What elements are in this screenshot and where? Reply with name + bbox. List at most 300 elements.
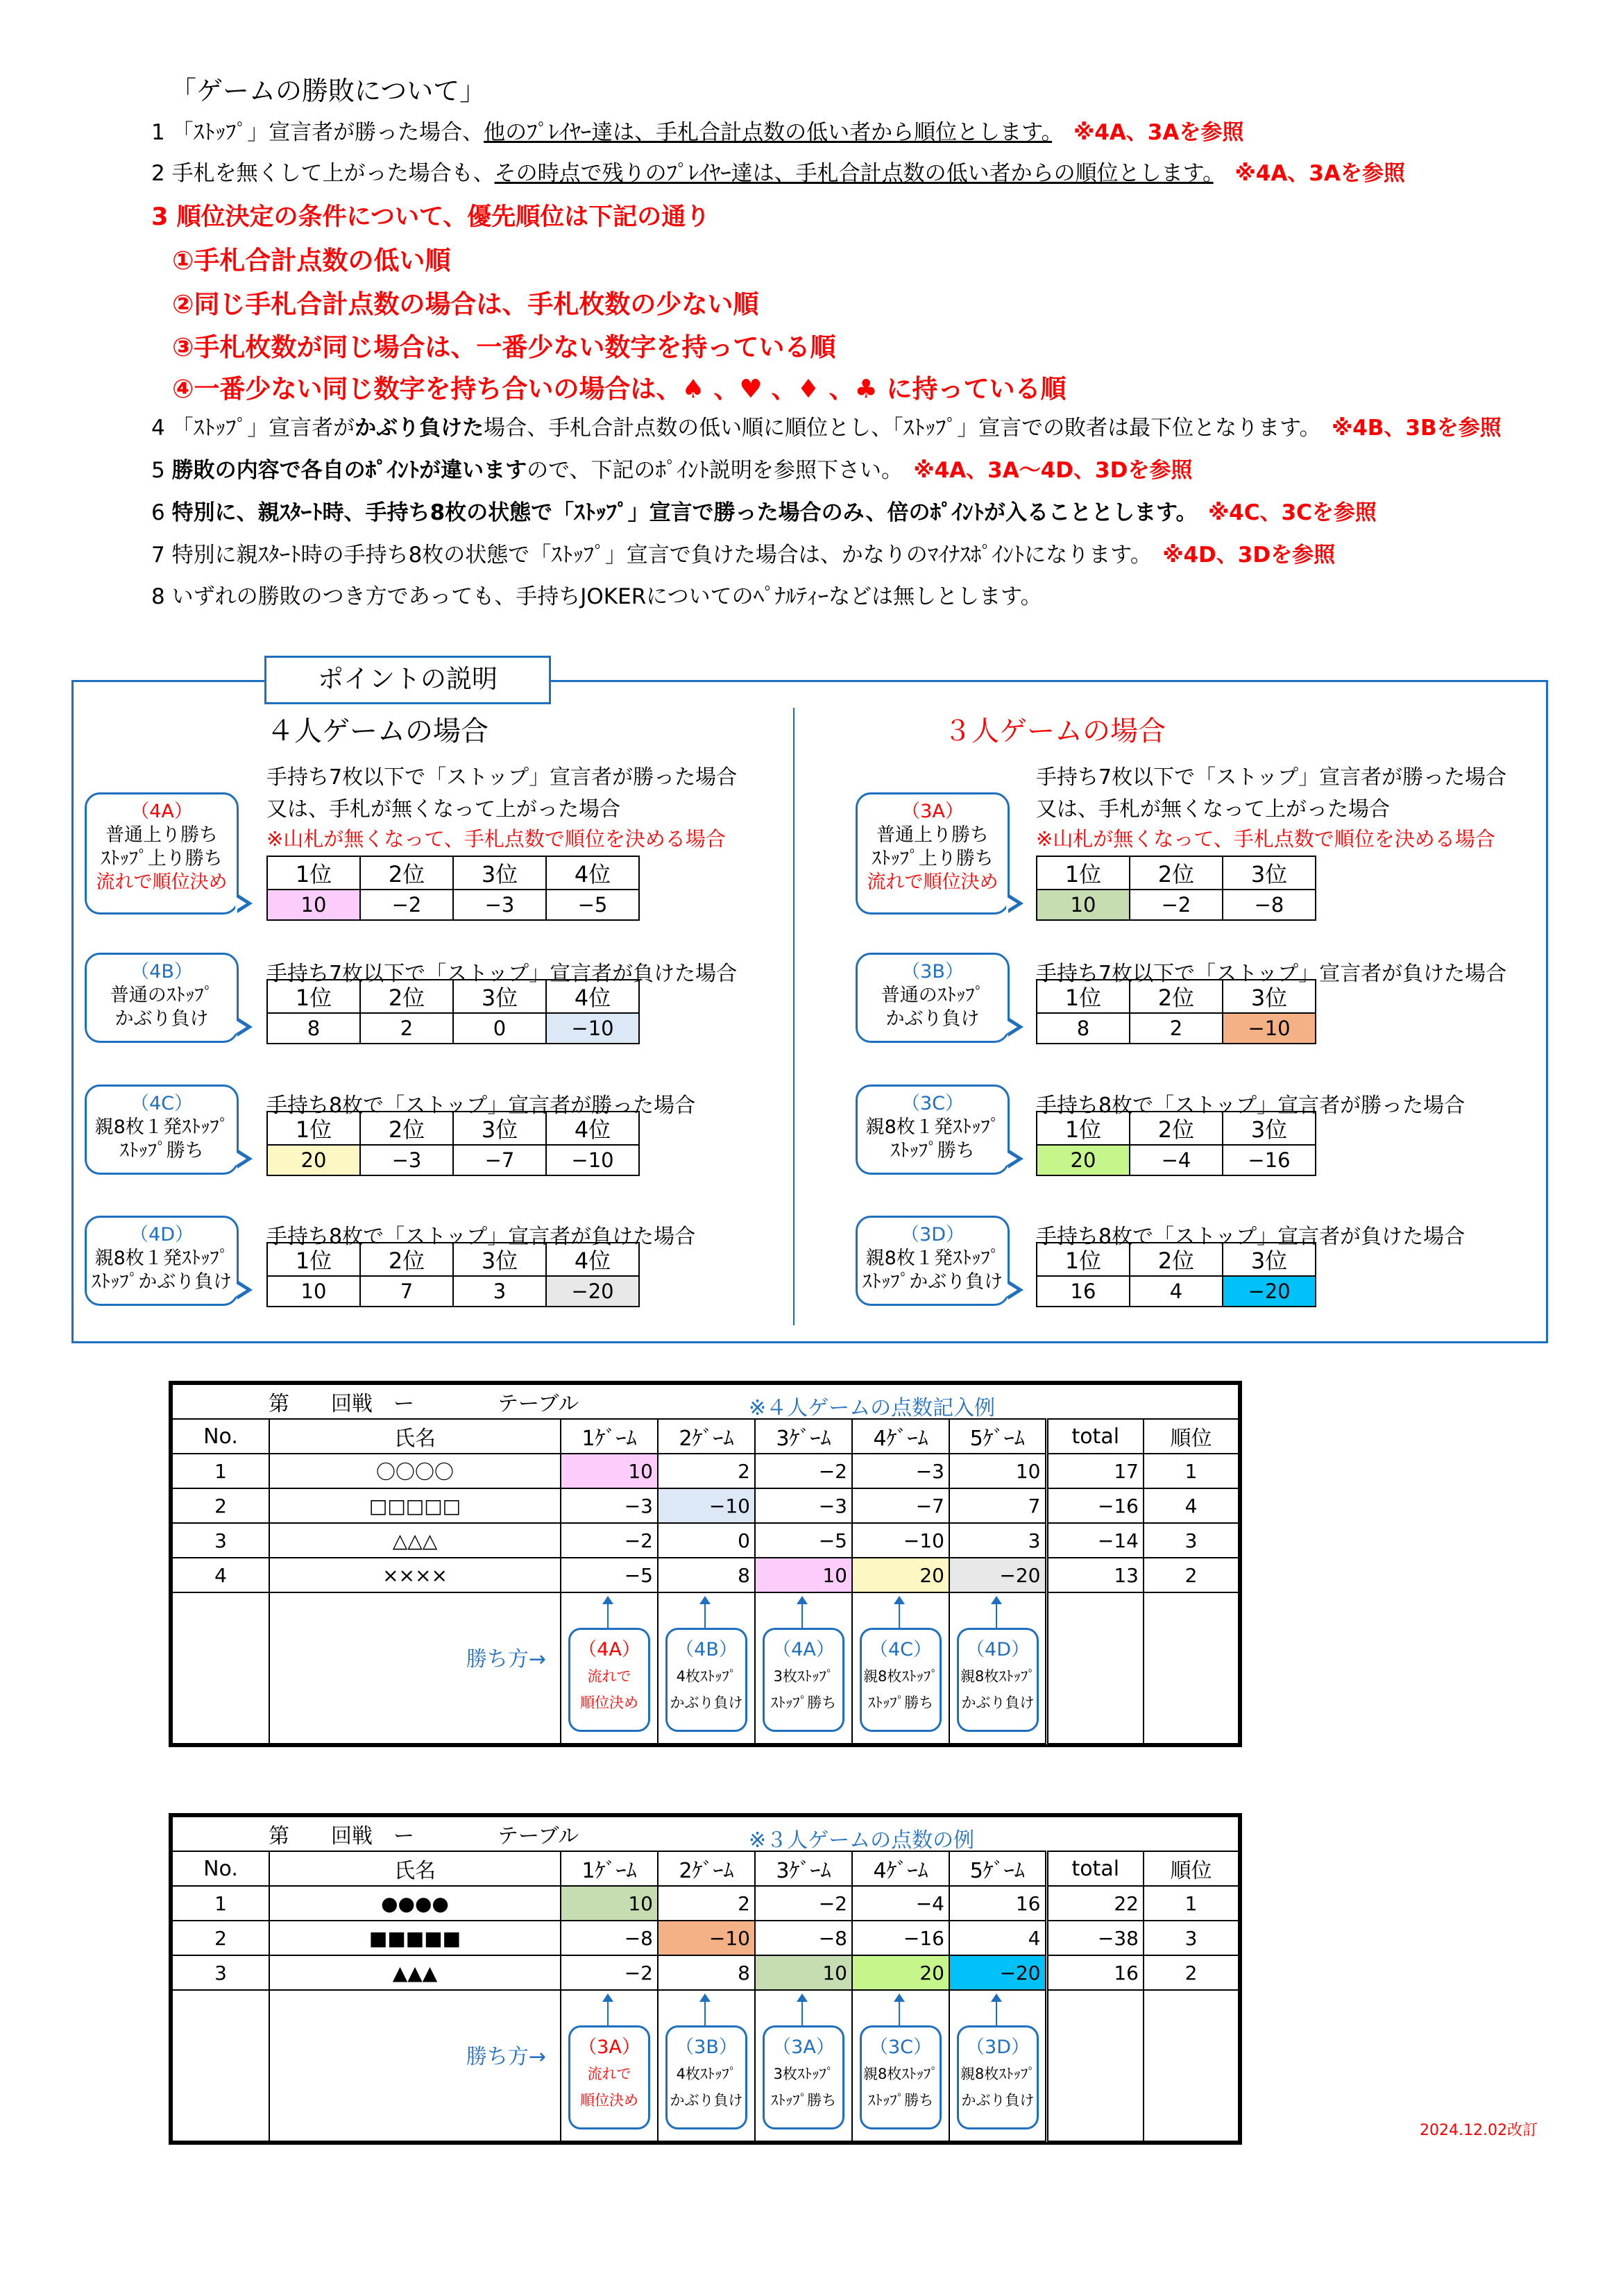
four-case-label: 又は、手札が無くなって上がった場合	[266, 797, 620, 822]
rank-header: 1位	[1037, 980, 1130, 1013]
game-score: −20	[949, 1955, 1046, 1990]
win-desc: 親8枚ｽﾄｯﾌﾟ	[863, 1668, 938, 1685]
rank-header: 2位	[360, 856, 453, 890]
bubble-tail	[1008, 1017, 1023, 1037]
row-number: 3	[172, 1955, 269, 1990]
rank-header: 1位	[1037, 1243, 1130, 1276]
rank-header: 1位	[267, 1243, 360, 1276]
rank-header: 3位	[1223, 856, 1316, 890]
case-desc: 普通上り勝ち	[876, 824, 989, 846]
points-value: −10	[1223, 1013, 1316, 1044]
win-desc: ｽﾄｯﾌﾟ勝ち	[867, 2092, 934, 2109]
win-method-bubble	[957, 1628, 1039, 1732]
points-value: −8	[1223, 890, 1316, 920]
rule-text: 「ｽﾄｯﾌﾟ」宣言者が	[171, 416, 355, 441]
game-score: −20	[949, 1558, 1046, 1592]
player-name: □□□□□	[269, 1488, 561, 1523]
column-header: No.	[172, 1851, 269, 1886]
column-header: 5ｹﾞｰﾑ	[949, 1419, 1046, 1454]
case-desc: 普通上り勝ち	[105, 824, 218, 846]
four-case-bubble	[85, 792, 239, 915]
win-method-bubble	[568, 1628, 650, 1732]
three-case-label: 手持ち8枚で「ストップ」宣言者が負けた場合	[1036, 1225, 1465, 1249]
win-desc: 流れで	[587, 2066, 631, 2082]
win-method-bubble	[665, 1628, 747, 1732]
win-desc: かぶり負け	[961, 1694, 1035, 1711]
points-value: 10	[267, 890, 360, 920]
game-score: −2	[561, 1955, 658, 1990]
game-score: −8	[561, 1921, 658, 1955]
case-desc: かぶり負け	[885, 1008, 980, 1030]
points-value: 10	[267, 1276, 360, 1307]
column-header: total	[1046, 1851, 1144, 1886]
rank: 1	[1144, 1454, 1239, 1488]
three-points-table	[1036, 856, 1316, 921]
rank-header: 1位	[1037, 1112, 1130, 1145]
win-desc: 順位決め	[580, 1694, 638, 1711]
points-value: 10	[1037, 890, 1130, 920]
rule-2	[151, 155, 1405, 187]
points-value: 8	[267, 1013, 360, 1044]
rule-4	[151, 410, 1502, 441]
game-score: 10	[561, 1454, 658, 1488]
win-method-bubble	[763, 2025, 844, 2129]
case-desc: 普通のｽﾄｯﾌﾟ	[881, 985, 985, 1006]
case-desc: ｽﾄｯﾌﾟかぶり負け	[862, 1271, 1003, 1293]
points-row	[267, 890, 639, 920]
win-method-cell	[755, 1592, 852, 1744]
rank-header: 4位	[546, 856, 639, 890]
rule-number: 8	[151, 584, 172, 609]
table-row	[172, 1488, 1239, 1523]
case-code: （4D）	[130, 1224, 194, 1245]
rule-number: 5	[151, 458, 172, 483]
win-code: （4C）	[869, 1639, 933, 1660]
points-divider	[793, 708, 794, 1325]
arrow-icon	[801, 1603, 803, 1628]
bubble-tail	[1008, 894, 1023, 913]
game-score: −16	[852, 1921, 949, 1955]
score-table-1	[169, 1381, 1242, 1747]
points-row	[267, 1276, 639, 1307]
four-points-table	[266, 1111, 640, 1176]
condition-1: ①手札合計点数の低い順	[172, 246, 451, 275]
table-row	[172, 1454, 1239, 1488]
points-value: 20	[1037, 1145, 1130, 1175]
case-desc: ｽﾄｯﾌﾟ勝ち	[890, 1140, 975, 1162]
win-method-cell	[561, 1592, 658, 1744]
four-case-bubble	[85, 1216, 239, 1306]
rank-header: 3位	[1223, 1112, 1316, 1145]
rule-text: その時点で残りのﾌﾟﾚｲﾔｰ達は、手札合計点数の低い者からの順位とします。	[494, 161, 1214, 186]
game-score: −5	[755, 1523, 852, 1558]
rank-header-row	[1037, 1243, 1316, 1276]
case-desc: 流れで順位決め	[96, 871, 228, 893]
game-score: −4	[852, 1886, 949, 1921]
points-row	[1037, 1013, 1316, 1044]
case-desc: ｽﾄｯﾌﾟ勝ち	[119, 1140, 204, 1162]
win-method-row	[172, 1592, 1239, 1744]
rule-reference: ※4A、3A～4D、3Dを参照	[892, 458, 1193, 483]
points-value: 7	[360, 1276, 453, 1307]
three-case-bubble	[856, 792, 1010, 915]
rule-reference: ※4A、3Aを参照	[1052, 120, 1244, 145]
score-table-2	[169, 1813, 1242, 2145]
case-code: （3C）	[901, 1093, 965, 1114]
win-code: （4B）	[675, 1639, 738, 1660]
rule-number: 7	[151, 543, 172, 568]
rank-header: 2位	[360, 980, 453, 1013]
column-header: 3ｹﾞｰﾑ	[755, 1419, 852, 1454]
three-case-bubble	[856, 1216, 1010, 1306]
win-method-cell	[852, 1592, 949, 1744]
column-header: 3ｹﾞｰﾑ	[755, 1851, 852, 1886]
game-score: −3	[755, 1488, 852, 1523]
rank-header: 3位	[453, 1112, 546, 1145]
win-code: （3B）	[675, 2036, 738, 2058]
rank-header-row	[1037, 980, 1316, 1013]
example-title: ※４人ゲームの点数記入例	[749, 1396, 996, 1420]
case-code: （4A）	[130, 801, 193, 822]
bubble-tail	[1008, 1149, 1023, 1168]
points-value: 0	[453, 1013, 546, 1044]
game-score: 2	[658, 1886, 755, 1921]
rule-text: 他のﾌﾟﾚｲﾔｰ達は、手札合計点数の低い者から順位とします。	[484, 120, 1053, 145]
rule-text: 順位決定の条件について、優先順位は下記の通り	[176, 203, 711, 231]
rank: 1	[1144, 1886, 1239, 1921]
three-case-note: ※山札が無くなって、手札点数で順位を決める場合	[1036, 827, 1495, 851]
points-value: −3	[360, 1145, 453, 1175]
win-label-cell	[269, 1592, 561, 1744]
three-case-label: 手持ち7枚以下で「ストップ」宣言者が負けた場合	[1036, 962, 1507, 986]
game-score: 0	[658, 1523, 755, 1558]
total-score: 16	[1046, 1955, 1144, 1990]
rank: 2	[1144, 1955, 1239, 1990]
rule-text: 特別に、親ｽﾀｰﾄ時、手持ち8枚の状態で「ｽﾄｯﾌﾟ」宣言で勝った場合のみ、倍のﾎﾟｲﾝﾄが入ることとします。	[171, 500, 1187, 525]
rule-number: 2	[151, 161, 172, 186]
row-number: 4	[172, 1558, 269, 1592]
win-desc: かぶり負け	[961, 2092, 1035, 2109]
points-value: −10	[546, 1145, 639, 1175]
game-score: −10	[658, 1488, 755, 1523]
points-value: −4	[1130, 1145, 1223, 1175]
rank: 2	[1144, 1558, 1239, 1592]
points-value: −20	[1223, 1276, 1316, 1307]
bubble-tail	[237, 1017, 253, 1037]
four-case-bubble	[85, 1085, 239, 1175]
win-method-row	[172, 1990, 1239, 2141]
win-label: 勝ち方→	[466, 2045, 546, 2069]
column-header: 5ｹﾞｰﾑ	[949, 1851, 1046, 1886]
rule-reference: ※4A、3Aを参照	[1213, 161, 1405, 186]
game-score: −7	[852, 1488, 949, 1523]
rule-reference: ※4D、3Dを参照	[1141, 543, 1336, 568]
win-method-cell	[658, 1592, 755, 1744]
player-name: ××××	[269, 1558, 561, 1592]
blank-cell	[1046, 1592, 1144, 1744]
total-score: −38	[1046, 1921, 1144, 1955]
four-case-bubble	[85, 953, 239, 1043]
example-title: ※３人ゲームの点数の例	[749, 1828, 975, 1853]
column-header: 1ｹﾞｰﾑ	[561, 1419, 658, 1454]
arrow-icon	[704, 2000, 706, 2025]
case-code: （3D）	[901, 1224, 965, 1245]
four-points-table	[266, 856, 640, 921]
win-method-cell	[755, 1990, 852, 2141]
case-desc: かぶり負け	[114, 1008, 209, 1030]
column-header: total	[1046, 1419, 1144, 1454]
rank-header: 2位	[1130, 1243, 1223, 1276]
win-code: （3C）	[869, 2036, 933, 2058]
four-player-title: ４人ゲームの場合	[266, 715, 488, 747]
rank: 3	[1144, 1921, 1239, 1955]
condition-4: ④一番少ない同じ数字を持ち合いの場合は、♠ 、♥ 、♦ 、♣ に持っている順	[172, 374, 1067, 404]
case-code: （4C）	[130, 1093, 194, 1114]
win-desc: 順位決め	[580, 2092, 638, 2109]
win-desc: 4枚ｽﾄｯﾌﾟ	[676, 2066, 737, 2082]
win-method-cell	[949, 1592, 1046, 1744]
game-score: 10	[949, 1454, 1046, 1488]
win-method-bubble	[763, 1628, 844, 1732]
rank-header: 3位	[453, 856, 546, 890]
three-case-bubble	[856, 1085, 1010, 1175]
game-score: 7	[949, 1488, 1046, 1523]
column-header: 4ｹﾞｰﾑ	[852, 1419, 949, 1454]
points-row	[1037, 1145, 1316, 1175]
win-code: （3A）	[578, 2036, 640, 2058]
game-score: 4	[949, 1921, 1046, 1955]
three-case-label: 又は、手札が無くなって上がった場合	[1036, 797, 1390, 822]
four-points-table	[266, 979, 640, 1044]
game-score: −2	[755, 1454, 852, 1488]
rank-header-row	[1037, 1112, 1316, 1145]
points-value: −10	[546, 1013, 639, 1044]
rank: 4	[1144, 1488, 1239, 1523]
rank-header: 2位	[360, 1243, 453, 1276]
case-desc: 親8枚１発ｽﾄｯﾌﾟ	[865, 1116, 1000, 1138]
player-name: ●●●●	[269, 1886, 561, 1921]
points-value: −5	[546, 890, 639, 920]
total-score: −16	[1046, 1488, 1144, 1523]
round-cell	[172, 1817, 1239, 1851]
round-label: 第 回戦 ー テーブル	[269, 1824, 579, 1848]
arrow-icon	[899, 2000, 900, 2025]
three-player-title: ３人ゲームの場合	[944, 715, 1166, 747]
arrow-icon	[607, 1603, 609, 1628]
rule-number: 3	[151, 203, 177, 231]
column-header-row	[172, 1419, 1239, 1454]
points-row	[1037, 1276, 1316, 1307]
blank-cell	[172, 1592, 269, 1744]
win-desc: ｽﾄｯﾌﾟ勝ち	[867, 1694, 934, 1711]
game-score: 2	[658, 1454, 755, 1488]
rule-text: 「ｽﾄｯﾌﾟ」宣言者が勝った場合、	[171, 120, 484, 145]
rank-header: 2位	[360, 1112, 453, 1145]
rank-header: 1位	[267, 856, 360, 890]
row-number: 2	[172, 1921, 269, 1955]
round-row	[172, 1384, 1239, 1419]
win-method-bubble	[860, 1628, 942, 1732]
points-value: −16	[1223, 1145, 1316, 1175]
column-header: 1ｹﾞｰﾑ	[561, 1851, 658, 1886]
game-score: −2	[755, 1886, 852, 1921]
case-desc: ｽﾄｯﾌﾟ上り勝ち	[101, 848, 223, 869]
three-case-bubble	[856, 953, 1010, 1043]
page-title: 「ゲームの勝敗について」	[170, 76, 486, 106]
four-case-label: 手持ち7枚以下で「ストップ」宣言者が負けた場合	[266, 962, 738, 986]
column-header: 氏名	[269, 1419, 561, 1454]
win-method-cell	[852, 1990, 949, 2141]
win-desc: 3枚ｽﾄｯﾌﾟ	[773, 2066, 834, 2082]
game-score: 20	[852, 1558, 949, 1592]
rule-number: 6	[151, 500, 172, 525]
game-score: 16	[949, 1886, 1046, 1921]
points-value: −2	[360, 890, 453, 920]
rule-reference: ※4B、3Bを参照	[1310, 416, 1502, 441]
rule-7	[151, 537, 1335, 568]
win-method-bubble	[568, 2025, 650, 2129]
win-desc: 4枚ｽﾄｯﾌﾟ	[676, 1668, 737, 1685]
blank-cell	[172, 1990, 269, 2141]
win-code: （3D）	[966, 2036, 1030, 2058]
column-header: No.	[172, 1419, 269, 1454]
win-desc: 3枚ｽﾄｯﾌﾟ	[773, 1668, 834, 1685]
rule-number: 1	[151, 120, 172, 145]
win-desc: かぶり負け	[670, 2092, 743, 2109]
blank-cell	[1144, 1592, 1239, 1744]
game-score: 20	[852, 1955, 949, 1990]
player-name: ▲▲▲	[269, 1955, 561, 1990]
round-row	[172, 1817, 1239, 1851]
revision-date: 2024.12.02改訂	[1420, 2122, 1538, 2139]
score-grid	[171, 1816, 1239, 2142]
round-cell	[172, 1384, 1239, 1419]
rank-header: 4位	[546, 980, 639, 1013]
rule-number: 4	[151, 416, 172, 441]
case-code: （3B）	[901, 961, 964, 983]
rule-reference: ※4C、3Cを参照	[1187, 500, 1377, 525]
points-value: −3	[453, 890, 546, 920]
rank-header: 3位	[453, 980, 546, 1013]
win-method-cell	[561, 1990, 658, 2141]
rank-header: 3位	[453, 1243, 546, 1276]
bubble-tail	[237, 1149, 253, 1168]
case-desc: 親8枚１発ｽﾄｯﾌﾟ	[94, 1248, 229, 1269]
win-code: （3A）	[772, 2036, 835, 2058]
win-desc: かぶり負け	[670, 1694, 743, 1711]
table-row	[172, 1558, 1239, 1592]
points-value: 2	[360, 1013, 453, 1044]
rank-header: 4位	[546, 1112, 639, 1145]
four-case-note: ※山札が無くなって、手札点数で順位を決める場合	[266, 827, 726, 851]
rank-header-row	[267, 1243, 639, 1276]
column-header: 順位	[1144, 1851, 1239, 1886]
win-desc: 親8枚ｽﾄｯﾌﾟ	[960, 2066, 1035, 2082]
column-header: 2ｹﾞｰﾑ	[658, 1851, 755, 1886]
bubble-tail	[237, 1280, 253, 1300]
column-header: 4ｹﾞｰﾑ	[852, 1851, 949, 1886]
rank-header-row	[267, 856, 639, 890]
column-header: 氏名	[269, 1851, 561, 1886]
rank-header: 1位	[1037, 856, 1130, 890]
game-score: 8	[658, 1558, 755, 1592]
rule-6	[151, 495, 1377, 526]
win-desc: 親8枚ｽﾄｯﾌﾟ	[863, 2066, 938, 2082]
points-value: 8	[1037, 1013, 1130, 1044]
win-code: （4A）	[772, 1639, 835, 1660]
points-value: 16	[1037, 1276, 1130, 1307]
three-points-table	[1036, 1242, 1316, 1307]
game-score: −3	[852, 1454, 949, 1488]
points-value: −20	[546, 1276, 639, 1307]
rule-text: ので、下記のﾎﾟｲﾝﾄ説明を参照下さい。	[527, 458, 892, 483]
game-score: −5	[561, 1558, 658, 1592]
rank-header-row	[267, 980, 639, 1013]
player-name: 〇〇〇〇	[269, 1454, 561, 1488]
case-code: （4B）	[130, 961, 193, 983]
blank-cell	[1144, 1990, 1239, 2141]
rank-header: 1位	[267, 1112, 360, 1145]
four-case-label: 手持ち8枚で「ストップ」宣言者が負けた場合	[266, 1225, 696, 1249]
rule-text: 場合、手札合計点数の低い順に順位とし、「ｽﾄｯﾌﾟ」宣言での敗者は最下位となります。	[484, 416, 1311, 441]
score-grid	[171, 1384, 1239, 1744]
rule-text: かぶり負けた	[355, 416, 484, 441]
four-case-label: 手持ち8枚で「ストップ」宣言者が勝った場合	[266, 1094, 696, 1118]
win-desc: 流れで	[587, 1668, 631, 1685]
arrow-icon	[801, 2000, 803, 2025]
win-label: 勝ち方→	[466, 1647, 546, 1672]
case-desc: 流れで順位決め	[867, 871, 999, 893]
rank-header: 2位	[1130, 980, 1223, 1013]
row-number: 1	[172, 1454, 269, 1488]
three-case-label: 手持ち8枚で「ストップ」宣言者が勝った場合	[1036, 1094, 1465, 1118]
total-score: 13	[1046, 1558, 1144, 1592]
total-score: 17	[1046, 1454, 1144, 1488]
table-row	[172, 1921, 1239, 1955]
win-method-cell	[658, 1990, 755, 2141]
game-score: −8	[755, 1921, 852, 1955]
round-label: 第 回戦 ー テーブル	[269, 1392, 579, 1416]
game-score: −2	[561, 1523, 658, 1558]
table-row	[172, 1523, 1239, 1558]
win-code: （4D）	[966, 1639, 1030, 1660]
row-number: 3	[172, 1523, 269, 1558]
rank-header: 2位	[1130, 1112, 1223, 1145]
rule-8	[151, 579, 1042, 610]
points-value: −7	[453, 1145, 546, 1175]
case-desc: 親8枚１発ｽﾄｯﾌﾟ	[865, 1248, 1000, 1269]
game-score: 10	[561, 1886, 658, 1921]
points-row	[267, 1013, 639, 1044]
game-score: 10	[755, 1955, 852, 1990]
total-score: −14	[1046, 1523, 1144, 1558]
rule-1	[151, 114, 1243, 146]
game-score: −3	[561, 1488, 658, 1523]
win-label-cell	[269, 1990, 561, 2141]
points-value: 20	[267, 1145, 360, 1175]
rule-text: 特別に親ｽﾀｰﾄ時の手持ち8枚の状態で「ｽﾄｯﾌﾟ」宣言で負けた場合は、かなりのﾏｲﾅｽﾎﾟｲﾝﾄになります。	[171, 543, 1141, 568]
rule-5	[151, 452, 1192, 484]
case-desc: ｽﾄｯﾌﾟかぶり負け	[91, 1271, 232, 1293]
arrow-icon	[899, 1603, 900, 1628]
three-points-table	[1036, 979, 1316, 1044]
rank: 3	[1144, 1523, 1239, 1558]
table-row	[172, 1955, 1239, 1990]
arrow-icon	[996, 1603, 997, 1628]
row-number: 1	[172, 1886, 269, 1921]
points-row	[267, 1145, 639, 1175]
case-desc: 普通のｽﾄｯﾌﾟ	[110, 985, 214, 1006]
